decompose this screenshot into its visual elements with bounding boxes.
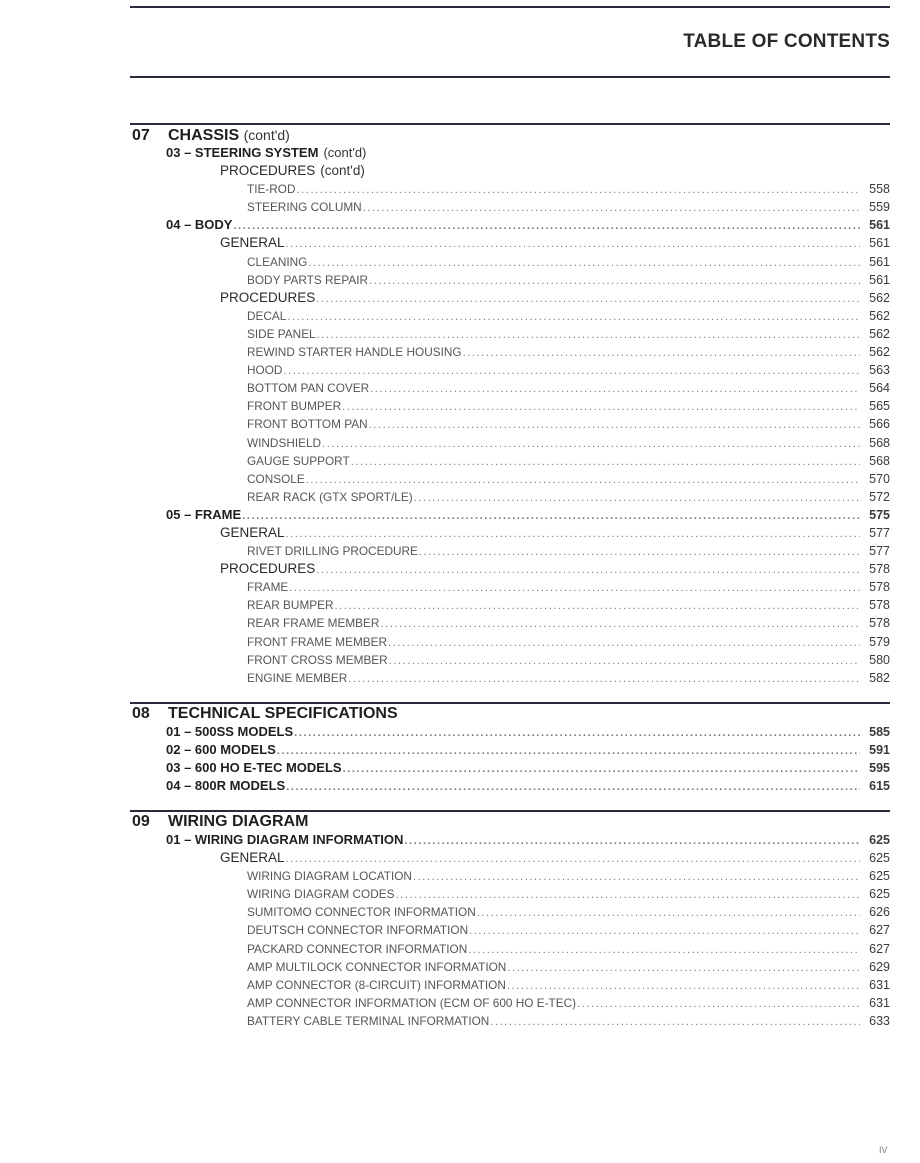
page-number: 595 xyxy=(869,761,890,776)
toc-entry[interactable] xyxy=(130,216,890,234)
page-number: 578 xyxy=(869,562,890,577)
entry-title: AMP CONNECTOR (8-CIRCUIT) INFORMATION xyxy=(247,977,506,992)
toc-entry[interactable] xyxy=(130,669,890,687)
dot-leader xyxy=(490,1013,860,1031)
dot-leader xyxy=(297,181,861,199)
page-number: 578 xyxy=(869,580,890,595)
section-number: 08 xyxy=(132,705,150,722)
section-entries xyxy=(130,831,890,1030)
dot-leader xyxy=(343,760,860,778)
toc-entry-label xyxy=(247,470,305,488)
toc-entry[interactable] xyxy=(130,397,890,415)
toc-entry-label xyxy=(247,379,369,397)
toc-entry-label xyxy=(247,578,288,596)
toc-entry-label xyxy=(166,831,403,849)
toc-entry[interactable] xyxy=(130,958,890,976)
toc-entry-label xyxy=(166,723,293,741)
section-title: CHASSIS xyxy=(168,127,240,144)
toc-entry[interactable] xyxy=(130,253,890,271)
page-number: 577 xyxy=(869,544,890,559)
dot-leader xyxy=(287,308,860,326)
dot-leader xyxy=(317,326,860,344)
toc-entry-label xyxy=(247,307,286,325)
page-number: 579 xyxy=(869,634,890,649)
entry-title: CLEANING xyxy=(247,254,308,269)
dot-leader xyxy=(308,254,860,272)
entry-title: DEUTSCH CONNECTOR INFORMATION xyxy=(247,923,469,938)
entry-title: AMP CONNECTOR INFORMATION (ECM OF 600 HO E-TEC) xyxy=(247,995,577,1010)
entry-suffix: (cont'd) xyxy=(323,145,367,160)
toc-entry[interactable] xyxy=(130,885,890,903)
page-title: TABLE OF CONTENTS xyxy=(683,31,890,52)
page-number: 568 xyxy=(869,453,890,468)
entry-title: PROCEDURES xyxy=(220,561,316,577)
toc-entry-label xyxy=(220,560,315,578)
page-number: 561 xyxy=(869,236,890,251)
page-number: 615 xyxy=(869,779,890,794)
entry-title: WINDSHIELD xyxy=(247,435,322,450)
page-number: 631 xyxy=(869,995,890,1010)
dot-leader xyxy=(286,850,860,868)
section-heading[interactable] xyxy=(130,126,890,144)
toc-entry[interactable] xyxy=(130,741,890,759)
page-number: 570 xyxy=(869,471,890,486)
dot-leader xyxy=(463,344,860,362)
entry-title: TIE-ROD xyxy=(247,182,296,197)
page-number: 572 xyxy=(869,489,890,504)
toc-entry-label xyxy=(166,777,285,795)
toc-entry-label xyxy=(247,867,412,885)
entry-title: WIRING DIAGRAM CODES xyxy=(247,887,395,902)
toc-entry-label xyxy=(247,940,467,958)
page-number: 627 xyxy=(869,923,890,938)
toc-entry[interactable] xyxy=(130,831,890,849)
dot-leader xyxy=(351,453,860,471)
dot-leader xyxy=(286,235,860,253)
entry-title: REAR FRAME MEMBER xyxy=(247,616,380,631)
entry-title: RIVET DRILLING PROCEDURE xyxy=(247,544,418,559)
toc-entry[interactable] xyxy=(130,921,890,939)
dot-leader xyxy=(389,652,860,670)
page-number: 565 xyxy=(869,399,890,414)
toc-entry-label xyxy=(166,216,232,234)
dot-leader xyxy=(286,778,860,796)
dot-leader xyxy=(348,670,860,688)
entry-title: PROCEDURES xyxy=(220,163,316,179)
page-number: 582 xyxy=(869,670,890,685)
page-number: 625 xyxy=(869,887,890,902)
toc-entry-label xyxy=(247,669,347,687)
toc-entry-label xyxy=(247,488,413,506)
entry-title: 03 – STEERING SYSTEM xyxy=(166,145,319,160)
toc-entry-label xyxy=(166,506,241,524)
entry-title: 01 – WIRING DIAGRAM INFORMATION xyxy=(166,832,404,847)
entry-title: GAUGE SUPPORT xyxy=(247,453,350,468)
dot-leader xyxy=(289,579,860,597)
entry-title: 03 – 600 HO E-TEC MODELS xyxy=(166,760,342,776)
dot-leader xyxy=(294,724,860,742)
dot-leader xyxy=(414,489,860,507)
entry-title: 05 – FRAME xyxy=(166,506,242,522)
toc-entry-label xyxy=(247,343,462,361)
toc-entry[interactable] xyxy=(130,849,890,867)
page-number: 562 xyxy=(869,290,890,305)
entry-title: REWIND STARTER HANDLE HOUSING xyxy=(247,345,462,360)
page-number: 564 xyxy=(869,381,890,396)
toc-entry[interactable] xyxy=(130,542,890,560)
page-number: 575 xyxy=(869,507,890,522)
toc-entry-label xyxy=(247,180,296,198)
toc-entry[interactable] xyxy=(130,271,890,289)
page-number: 561 xyxy=(869,272,890,287)
toc-entry-label xyxy=(220,849,285,867)
toc-entry[interactable] xyxy=(130,777,890,795)
toc-entry[interactable] xyxy=(130,723,890,741)
toc-entry[interactable] xyxy=(130,578,890,596)
toc-entry[interactable] xyxy=(130,470,890,488)
toc-entry[interactable] xyxy=(130,198,890,216)
toc-entry[interactable] xyxy=(130,452,890,470)
dot-leader xyxy=(277,742,860,760)
toc-entry[interactable] xyxy=(130,867,890,885)
page-number: 585 xyxy=(869,725,890,739)
page-number: 561 xyxy=(869,254,890,269)
entry-suffix: (cont'd) xyxy=(320,163,365,179)
dot-leader xyxy=(233,217,860,235)
entry-title: BODY PARTS REPAIR xyxy=(247,272,369,287)
toc-entry[interactable] xyxy=(130,633,890,651)
section-heading[interactable] xyxy=(130,813,890,831)
toc-entry-label xyxy=(220,162,365,180)
toc-entry-label xyxy=(247,885,394,903)
section-rule xyxy=(130,123,890,125)
section-number: 09 xyxy=(132,813,150,830)
entry-title: 04 – BODY xyxy=(166,217,233,233)
toc-entry[interactable] xyxy=(130,994,890,1012)
toc-entry[interactable] xyxy=(130,560,890,578)
page-number: 558 xyxy=(869,182,890,197)
toc-entry[interactable] xyxy=(130,234,890,252)
dot-leader xyxy=(242,507,860,525)
entry-title: BATTERY CABLE TERMINAL INFORMATION xyxy=(247,1013,490,1028)
toc-entry[interactable] xyxy=(130,903,890,921)
section-number: 07 xyxy=(132,127,150,144)
entry-title: REAR RACK (GTX SPORT/LE) xyxy=(247,489,413,504)
page-number: 559 xyxy=(869,200,890,215)
toc-entry-label xyxy=(220,524,285,542)
toc-entry-label xyxy=(220,234,285,252)
section-rule xyxy=(130,810,890,812)
entry-title: FRONT BOTTOM PAN xyxy=(247,417,368,432)
toc-entry-label xyxy=(247,434,321,452)
entry-title: 02 – 600 MODELS xyxy=(166,742,276,758)
entry-title: FRAME xyxy=(247,580,289,595)
dot-leader xyxy=(342,398,860,416)
page-number: 629 xyxy=(869,959,890,974)
toc-entry[interactable] xyxy=(130,162,890,180)
dot-leader xyxy=(283,362,860,380)
toc-entry-label xyxy=(166,144,366,162)
entry-title: 04 – 800R MODELS xyxy=(166,778,286,794)
entry-title: FRONT BUMPER xyxy=(247,399,342,414)
entry-title: CONSOLE xyxy=(247,471,305,486)
page-number: 577 xyxy=(869,525,890,540)
toc-entry-label xyxy=(247,361,282,379)
toc-entry[interactable] xyxy=(130,343,890,361)
entry-title: PACKARD CONNECTOR INFORMATION xyxy=(247,941,468,956)
entry-title: GENERAL xyxy=(220,524,285,540)
toc-entry-label xyxy=(247,325,316,343)
toc-entry[interactable] xyxy=(130,506,890,524)
entry-title: WIRING DIAGRAM LOCATION xyxy=(247,869,412,884)
section-title: TECHNICAL SPECIFICATIONS xyxy=(168,705,398,722)
toc-entry-label xyxy=(166,741,276,759)
toc-entry[interactable] xyxy=(130,759,890,777)
toc-entry[interactable] xyxy=(130,596,890,614)
toc-entry-label xyxy=(247,596,334,614)
page-number: 580 xyxy=(869,652,890,667)
entry-title: GENERAL xyxy=(220,235,285,251)
dot-leader xyxy=(507,959,860,977)
page-number: 578 xyxy=(869,616,890,631)
entry-title: SUMITOMO CONNECTOR INFORMATION xyxy=(247,905,476,920)
toc-entry[interactable] xyxy=(130,289,890,307)
page-number: 563 xyxy=(869,363,890,378)
header-bottom-rule xyxy=(130,76,890,78)
dot-leader xyxy=(316,561,860,579)
toc-entry[interactable] xyxy=(130,180,890,198)
toc-entry-label xyxy=(247,651,388,669)
toc-entry-label xyxy=(247,976,506,994)
page-number: 591 xyxy=(869,743,890,758)
toc-entry[interactable] xyxy=(130,1012,890,1030)
dot-leader xyxy=(380,615,860,633)
page-number: 562 xyxy=(869,326,890,341)
section-entries xyxy=(130,144,890,687)
page-number: 625 xyxy=(869,833,890,847)
toc-entry-label xyxy=(247,271,368,289)
page-number: 562 xyxy=(869,308,890,323)
toc-section-chassis xyxy=(130,123,890,687)
dot-leader xyxy=(419,543,860,561)
toc-entry[interactable] xyxy=(130,940,890,958)
toc-entry-label xyxy=(247,958,506,976)
toc-entry-label xyxy=(247,542,418,560)
dot-leader xyxy=(370,380,860,398)
entry-title: AMP MULTILOCK CONNECTOR INFORMATION xyxy=(247,959,507,974)
page-number: 578 xyxy=(869,598,890,613)
header-top-rule xyxy=(130,6,890,8)
dot-leader xyxy=(369,272,860,290)
entry-title: FRONT CROSS MEMBER xyxy=(247,652,388,667)
toc-entry[interactable] xyxy=(130,325,890,343)
page-number: 568 xyxy=(869,435,890,450)
entry-title: FRONT FRAME MEMBER xyxy=(247,634,388,649)
page-number: 633 xyxy=(869,1013,890,1028)
dot-leader xyxy=(404,832,860,850)
page-number: 562 xyxy=(869,345,890,360)
entry-title: 01 – 500SS MODELS xyxy=(166,724,294,739)
toc-entry-label xyxy=(247,253,307,271)
toc-entry[interactable] xyxy=(130,307,890,325)
toc-section-technical-specifications xyxy=(130,702,890,795)
toc-entry-label xyxy=(247,633,387,651)
toc-entry-label xyxy=(247,452,350,470)
page-number: 627 xyxy=(869,941,890,956)
dot-leader xyxy=(388,634,860,652)
entry-title: STEERING COLUMN xyxy=(247,200,362,215)
toc-entry[interactable] xyxy=(130,488,890,506)
dot-leader xyxy=(363,199,860,217)
toc-entry-label xyxy=(247,1012,489,1030)
entry-title: DECAL xyxy=(247,308,287,323)
toc-entry[interactable] xyxy=(130,379,890,397)
toc-entry-label xyxy=(247,198,362,216)
toc-entry-label xyxy=(247,903,476,921)
toc-entry-label xyxy=(220,289,315,307)
toc-entry-label xyxy=(247,415,368,433)
dot-leader xyxy=(335,597,860,615)
page-number: 626 xyxy=(869,905,890,920)
dot-leader xyxy=(507,977,860,995)
dot-leader xyxy=(577,995,860,1013)
dot-leader xyxy=(469,922,860,940)
dot-leader xyxy=(395,886,860,904)
entry-title: ENGINE MEMBER xyxy=(247,670,348,685)
page-number: 566 xyxy=(869,417,890,432)
entry-title: HOOD xyxy=(247,363,283,378)
dot-leader xyxy=(468,941,860,959)
dot-leader xyxy=(369,416,860,434)
entry-title: REAR BUMPER xyxy=(247,598,334,613)
section-rule xyxy=(130,702,890,704)
entry-title: BOTTOM PAN COVER xyxy=(247,381,370,396)
entry-title: PROCEDURES xyxy=(220,289,316,305)
dot-leader xyxy=(322,435,860,453)
dot-leader xyxy=(477,904,860,922)
entry-title: SIDE PANEL xyxy=(247,326,316,341)
page-number: IV xyxy=(879,1145,888,1155)
page-number: 561 xyxy=(869,218,890,233)
toc-entry[interactable] xyxy=(130,144,890,162)
page-number: 631 xyxy=(869,977,890,992)
dot-leader xyxy=(306,471,860,489)
toc-entry-label xyxy=(247,397,341,415)
toc-entry[interactable] xyxy=(130,361,890,379)
page-number: 625 xyxy=(869,851,890,866)
section-entries xyxy=(130,723,890,795)
section-suffix: (cont'd) xyxy=(243,127,290,143)
toc-entry[interactable] xyxy=(130,976,890,994)
dot-leader xyxy=(286,525,860,543)
section-title: WIRING DIAGRAM xyxy=(168,813,309,830)
page-number: 625 xyxy=(869,869,890,884)
toc-entry[interactable] xyxy=(130,415,890,433)
toc-entry-label xyxy=(247,994,576,1012)
toc-entry-label xyxy=(247,614,379,632)
toc-entry[interactable] xyxy=(130,651,890,669)
toc-entry-label xyxy=(166,759,342,777)
toc-entry[interactable] xyxy=(130,434,890,452)
toc-section-wiring-diagram xyxy=(130,810,890,1030)
dot-leader xyxy=(413,868,860,886)
toc-entry-label xyxy=(247,921,468,939)
dot-leader xyxy=(316,290,860,308)
toc-entry[interactable] xyxy=(130,614,890,632)
section-heading[interactable] xyxy=(130,705,890,723)
entry-title: GENERAL xyxy=(220,850,285,866)
toc-entry[interactable] xyxy=(130,524,890,542)
